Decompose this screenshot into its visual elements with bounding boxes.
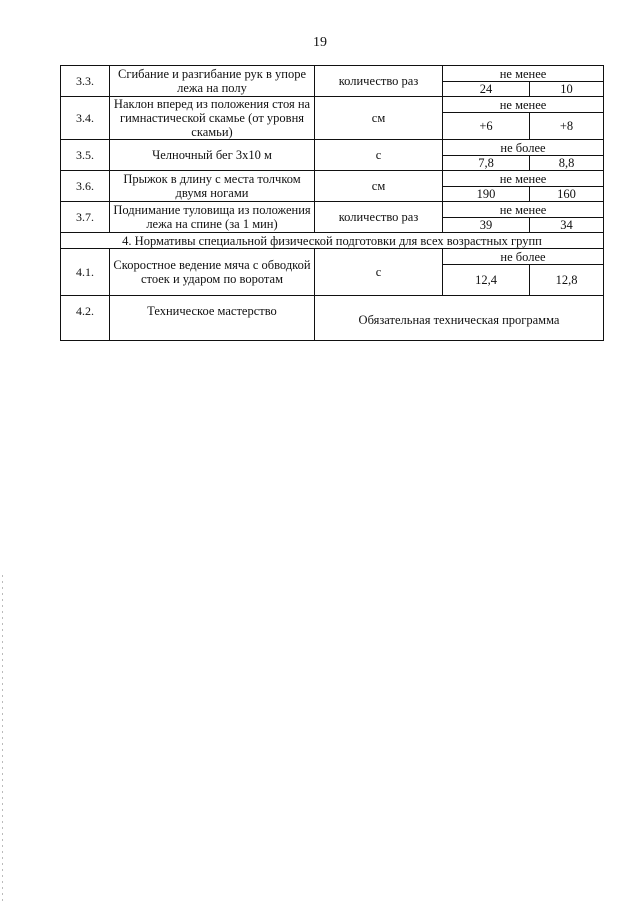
unit: с	[315, 249, 443, 296]
table-row	[61, 97, 604, 113]
unit: количество раз	[315, 66, 443, 97]
value-1: +6	[443, 113, 530, 140]
value-2: +8	[530, 113, 604, 140]
table-row	[61, 140, 604, 156]
table-row	[61, 171, 604, 187]
program-value: Обязательная техническая программа	[315, 296, 604, 341]
condition: не более	[443, 249, 604, 265]
norms-table	[60, 65, 604, 341]
unit: с	[315, 140, 443, 171]
value-1: 12,4	[443, 265, 530, 296]
unit: см	[315, 97, 443, 140]
row-number: 3.5.	[61, 140, 110, 171]
exercise-name: Прыжок в длину с места толчком двумя ногами	[110, 171, 315, 202]
exercise-name: Челночный бег 3х10 м	[110, 140, 315, 171]
value-2: 10	[530, 82, 604, 97]
condition: не менее	[443, 202, 604, 218]
row-number: 4.1.	[61, 249, 110, 296]
value-1: 190	[443, 187, 530, 202]
condition: не более	[443, 140, 604, 156]
value-2: 12,8	[530, 265, 604, 296]
row-number: 3.3.	[61, 66, 110, 97]
page-number: 19	[313, 35, 327, 50]
unit: см	[315, 171, 443, 202]
unit: количество раз	[315, 202, 443, 233]
value-1: 24	[443, 82, 530, 97]
exercise-name: Сгибание и разгибание рук в упоре лежа на полу	[110, 66, 315, 97]
table-row	[61, 202, 604, 218]
row-number: 3.4.	[61, 97, 110, 140]
value-2: 160	[530, 187, 604, 202]
value-2: 34	[530, 218, 604, 233]
value-1: 39	[443, 218, 530, 233]
condition: не менее	[443, 171, 604, 187]
row-number: 3.6.	[61, 171, 110, 202]
row-number: 3.7.	[61, 202, 110, 233]
value-1: 7,8	[443, 156, 530, 171]
value-2: 8,8	[530, 156, 604, 171]
table-row	[61, 66, 604, 82]
section-heading-row	[61, 233, 604, 249]
table-row	[61, 249, 604, 265]
section-title: 4. Нормативы специальной физической подготовки для всех возрастных групп	[61, 233, 604, 249]
table-row	[61, 296, 604, 341]
row-number: 4.2.	[61, 296, 110, 341]
exercise-name: Скоростное ведение мяча с обводкой стоек и ударом по воротам	[110, 249, 315, 296]
scan-edge-mark	[2, 575, 3, 905]
exercise-name: Техническое мастерство	[110, 296, 315, 341]
condition: не менее	[443, 97, 604, 113]
exercise-name: Наклон вперед из положения стоя на гимнастической скамье (от уровня скамьи)	[110, 97, 315, 140]
condition: не менее	[443, 66, 604, 82]
exercise-name: Поднимание туловища из положения лежа на спине (за 1 мин)	[110, 202, 315, 233]
